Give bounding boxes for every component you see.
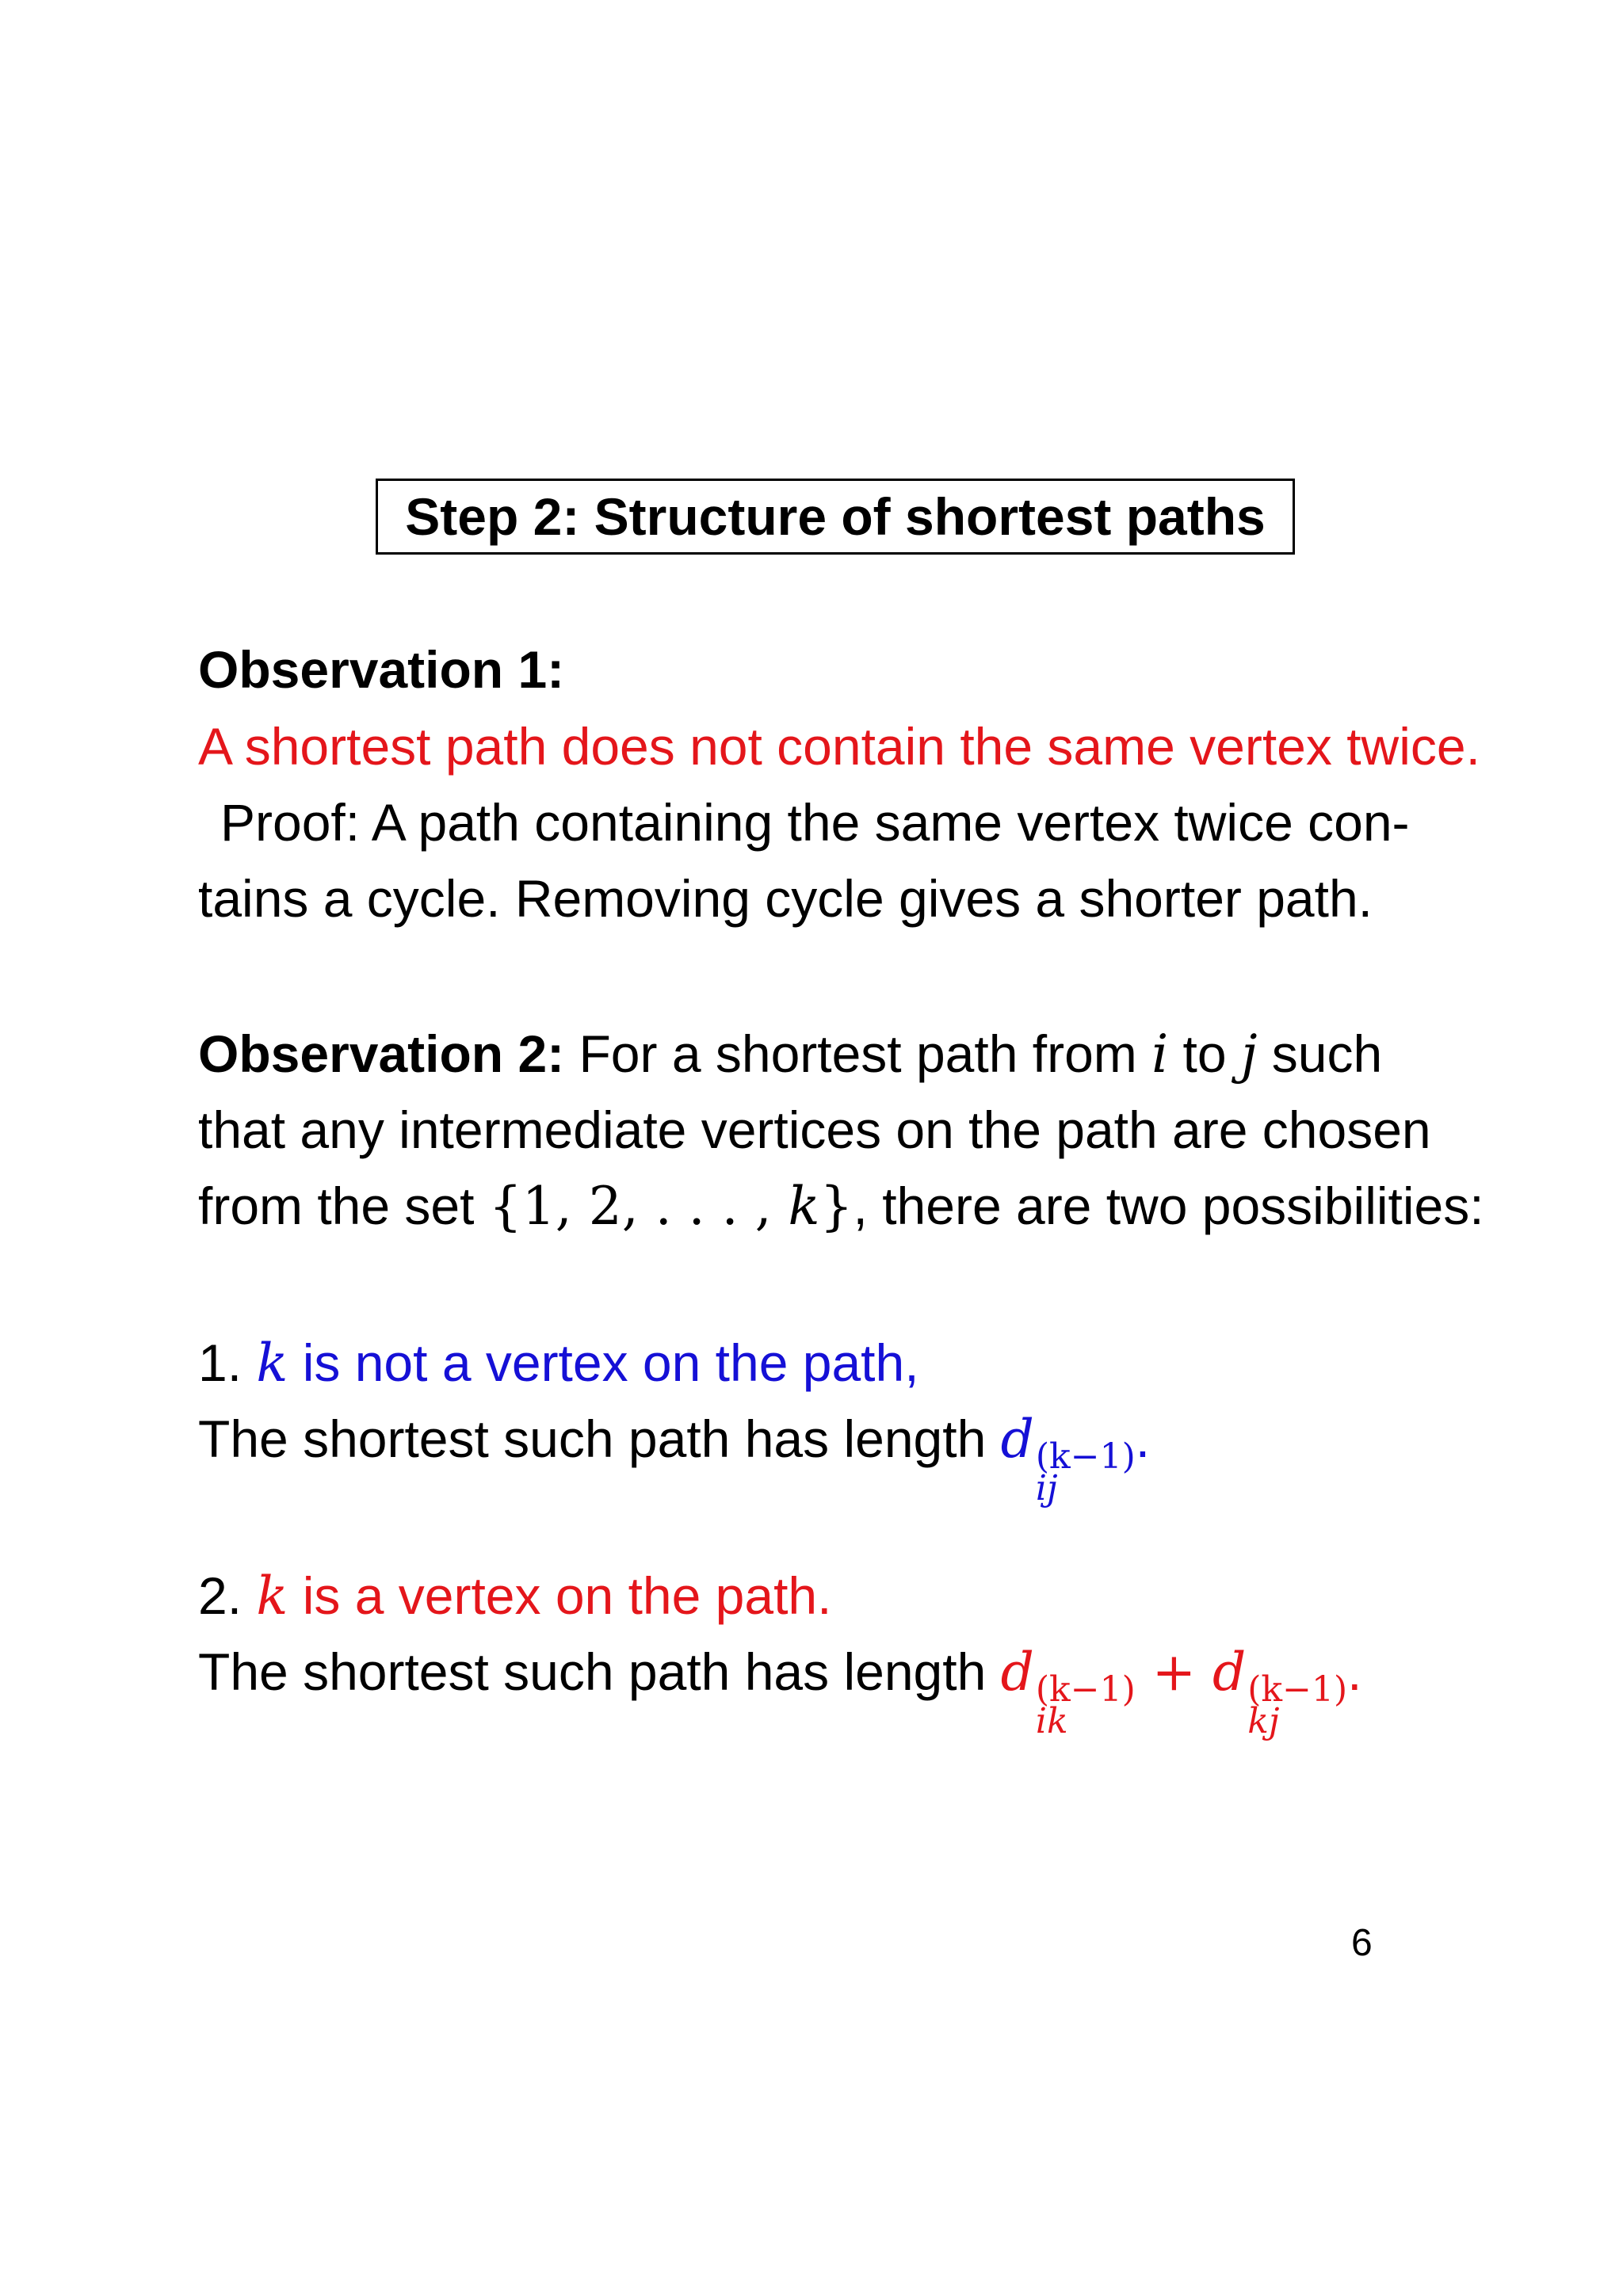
case-2-line — [198, 1564, 831, 1628]
case-2-text: is a vertex on the path. — [288, 1566, 832, 1625]
case-2-distance-term-ik — [1001, 1640, 1136, 1739]
observation-2-heading: Observation 2: — [198, 1024, 565, 1083]
case-1-period: . — [1135, 1409, 1151, 1468]
case-2-distance-term-kj — [1212, 1640, 1347, 1739]
plus-sign: + — [1135, 1642, 1212, 1703]
slide-title-text: Step 2: Structure of shortest paths — [405, 487, 1266, 546]
page-number: 6 — [1351, 1922, 1373, 1964]
case-2-number: 2. — [198, 1566, 257, 1625]
observation-2-line-2: that any intermediate vertices on the path are chosen — [198, 1100, 1431, 1159]
case-2-d-ik: d — [1000, 1642, 1034, 1703]
set-close: } — [819, 1176, 854, 1237]
case-1-subscript: ij — [1035, 1468, 1058, 1508]
case-1-d: d — [1000, 1409, 1034, 1470]
case-1-length-line — [198, 1407, 1150, 1506]
case-2-length-line — [198, 1640, 1361, 1739]
case-2-length-text: The shortest such path has length — [198, 1642, 1001, 1701]
case-2-variable-k: k — [256, 1566, 288, 1627]
observation-2-line-3-text-a: from the set — [198, 1177, 489, 1235]
observation-2-line-1 — [198, 1022, 1382, 1086]
case-2-superscript-kj: (k−1) — [1247, 1669, 1348, 1710]
case-1-superscript: (k−1) — [1035, 1436, 1136, 1477]
observation-1-proof-line-1: Proof: A path containing the same vertex twice con- — [220, 793, 1410, 852]
case-1-text: is not a vertex on the path, — [288, 1333, 919, 1392]
variable-i: i — [1151, 1024, 1169, 1085]
case-1-variable-k: k — [256, 1333, 288, 1394]
case-1-length-text: The shortest such path has length — [198, 1409, 1001, 1468]
case-2-subscript-ik: ik — [1035, 1701, 1068, 1741]
observation-2-text-c: such — [1257, 1024, 1383, 1083]
observation-2-text-b: to — [1168, 1024, 1241, 1083]
observation-1-proof-line-2: tains a cycle. Removing cycle gives a shorter path. — [198, 869, 1373, 928]
observation-2-text-a: For a shortest path from — [579, 1024, 1152, 1083]
set-variable-k: k — [788, 1176, 820, 1237]
slide-title — [376, 479, 1295, 555]
case-1-number: 1. — [198, 1333, 257, 1392]
observation-2-line-3 — [198, 1174, 1484, 1238]
observation-1-heading: Observation 1: — [198, 640, 565, 699]
case-1-line — [198, 1331, 919, 1395]
case-2-subscript-kj: kj — [1247, 1701, 1280, 1741]
case-1-distance-term — [1001, 1407, 1136, 1506]
case-2-period: . — [1347, 1642, 1362, 1701]
observation-1-statement: A shortest path does not contain the same vertex twice. — [198, 717, 1480, 776]
case-2-superscript-ik: (k−1) — [1035, 1669, 1136, 1710]
observation-2-line-3-text-b: , there are two possibilities: — [853, 1177, 1484, 1235]
variable-j: j — [1240, 1024, 1258, 1085]
set-open: {1, 2, . . . , — [488, 1176, 789, 1237]
case-2-d-kj: d — [1212, 1642, 1247, 1703]
